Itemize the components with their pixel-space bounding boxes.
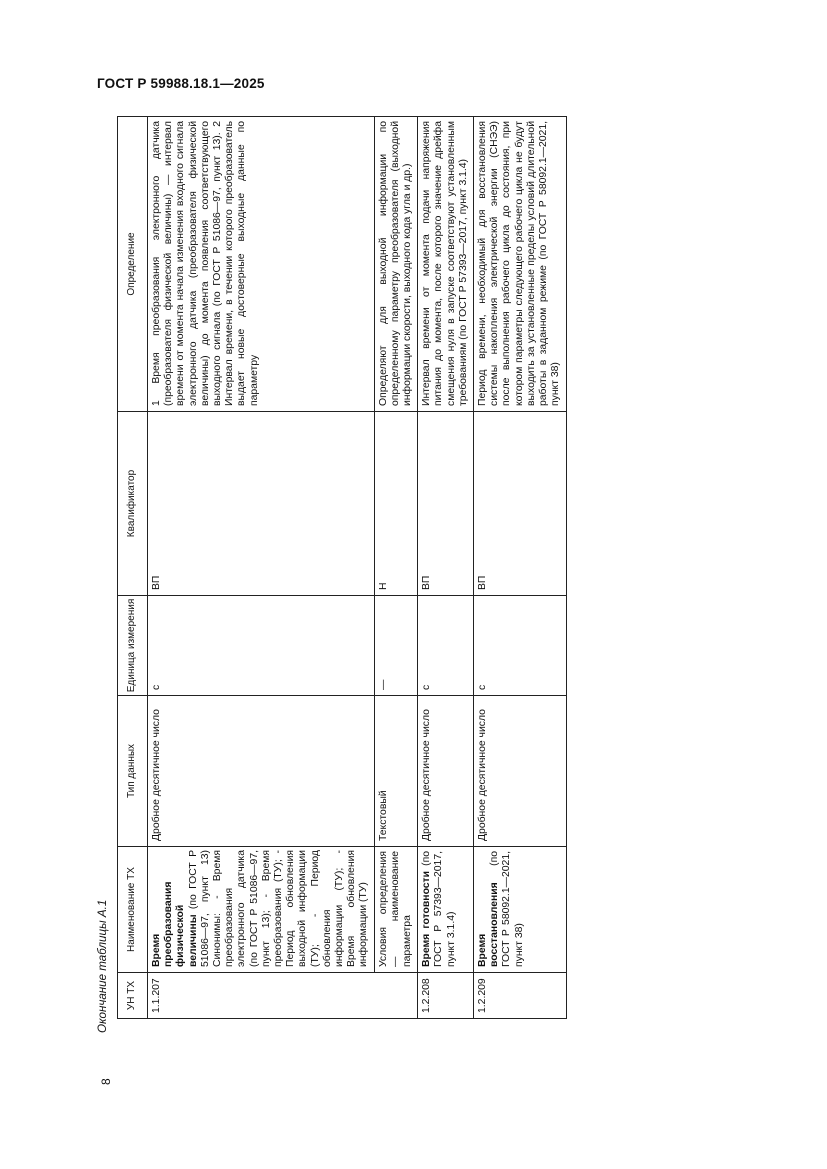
row-code: 1.2.208 xyxy=(418,973,474,1019)
row-type: Дробное десятичное число xyxy=(418,696,474,847)
table-caption: Окончание таблицы А.1 xyxy=(96,899,109,1033)
row-code xyxy=(374,973,418,1019)
row-code: 1.2.209 xyxy=(474,973,566,1019)
row-unit: с xyxy=(418,596,474,696)
row-name xyxy=(148,847,375,973)
table-row xyxy=(418,117,474,1019)
row-unit: с xyxy=(148,596,375,696)
row-name-rest: (по ГОСТ Р 51086—97, пункт 13) Синонимы: - Время преобразования электронного датчика (по ГОСТ Р 51086—97, пункт 13); - Время преобразования (ТУ); - Период обновления выходной информации (ТУ); - Период обновления информации (ТУ); - Время обновления информации (ТУ) xyxy=(187,850,370,967)
row-definition: Определяют для выходной информации по определенному параметру преобразователя (выходной информации скорости, выходного кода угла и др.) xyxy=(374,117,418,412)
characteristics-table xyxy=(117,116,567,1019)
header-name: Наименование ТХ xyxy=(118,847,148,973)
row-name xyxy=(474,847,566,973)
row-qualifier: ВП xyxy=(418,412,474,596)
header-unit: Единица измерения xyxy=(118,596,148,696)
row-name xyxy=(418,847,474,973)
row-qualifier: ВП xyxy=(148,412,375,596)
header-code: УН ТХ xyxy=(118,973,148,1019)
row-definition: 1 Время преобразования электронного датчика (преобразователя физической величины) — интервал времени от момента начала изменения входного сигнала электронного датчика (преобразователя физической величины) до момента появления соответствующего выходного сигнала (по ГОСТ Р 51086—97, пункт 13). 2 Интервал времени, в течении которого преобразователь выдает новые достоверные выходные данные по параметру xyxy=(148,117,375,412)
page-number: 8 xyxy=(99,1078,113,1085)
table-row xyxy=(148,117,375,1019)
row-definition: Период времени, необходимый для восстановления системы накопления электрической энергии (СНЭЭ) после выполнения рабочего цикла до состояния, при котором параметры следующего рабочего цикла не будут выходить за установленные пределы условий длительной работы в заданном режиме (по ГОСТ Р 58092.1—2021, пункт 38) xyxy=(474,117,566,412)
row-name xyxy=(374,847,418,973)
table-header-row xyxy=(118,117,148,1019)
header-definition: Определение xyxy=(118,117,148,412)
header-type: Тип данных xyxy=(118,696,148,847)
row-definition: Интервал времени от момента подачи напряжения питания до момента, после которого значение дрейфа смещения нуля в запуске соответствуют установленным требованиям (по ГОСТ Р 57393—2017, пункт 3.1.4) xyxy=(418,117,474,412)
row-name-bold: Время восстановления xyxy=(477,882,501,967)
row-name-bold: Время готовности xyxy=(421,870,433,967)
row-name-rest: (по ГОСТ Р 57393—2017, пункт 3.1.4) xyxy=(421,851,457,967)
table-row xyxy=(474,117,566,1019)
row-unit: с xyxy=(474,596,566,696)
header-qualifier: Квалификатор xyxy=(118,412,148,596)
document-title: ГОСТ Р 59988.18.1—2025 xyxy=(97,76,265,91)
row-unit: — xyxy=(374,596,418,696)
rotated-page-content xyxy=(95,115,655,1085)
row-type: Дробное десятичное число xyxy=(148,696,375,847)
row-name-bold: Время преобразования физической величины xyxy=(151,881,199,967)
row-qualifier: Н xyxy=(374,412,418,596)
row-type: Текстовый xyxy=(374,696,418,847)
row-code: 1.1.207 xyxy=(148,973,375,1019)
row-name-rest: Условия определения — наименование параметра xyxy=(377,851,414,967)
row-qualifier: ВП xyxy=(474,412,566,596)
row-name-rest: (по ГОСТ Р 58092.1—2021, пункт 38) xyxy=(489,851,525,967)
table-row xyxy=(374,117,418,1019)
row-type: Дробное десятичное число xyxy=(474,696,566,847)
